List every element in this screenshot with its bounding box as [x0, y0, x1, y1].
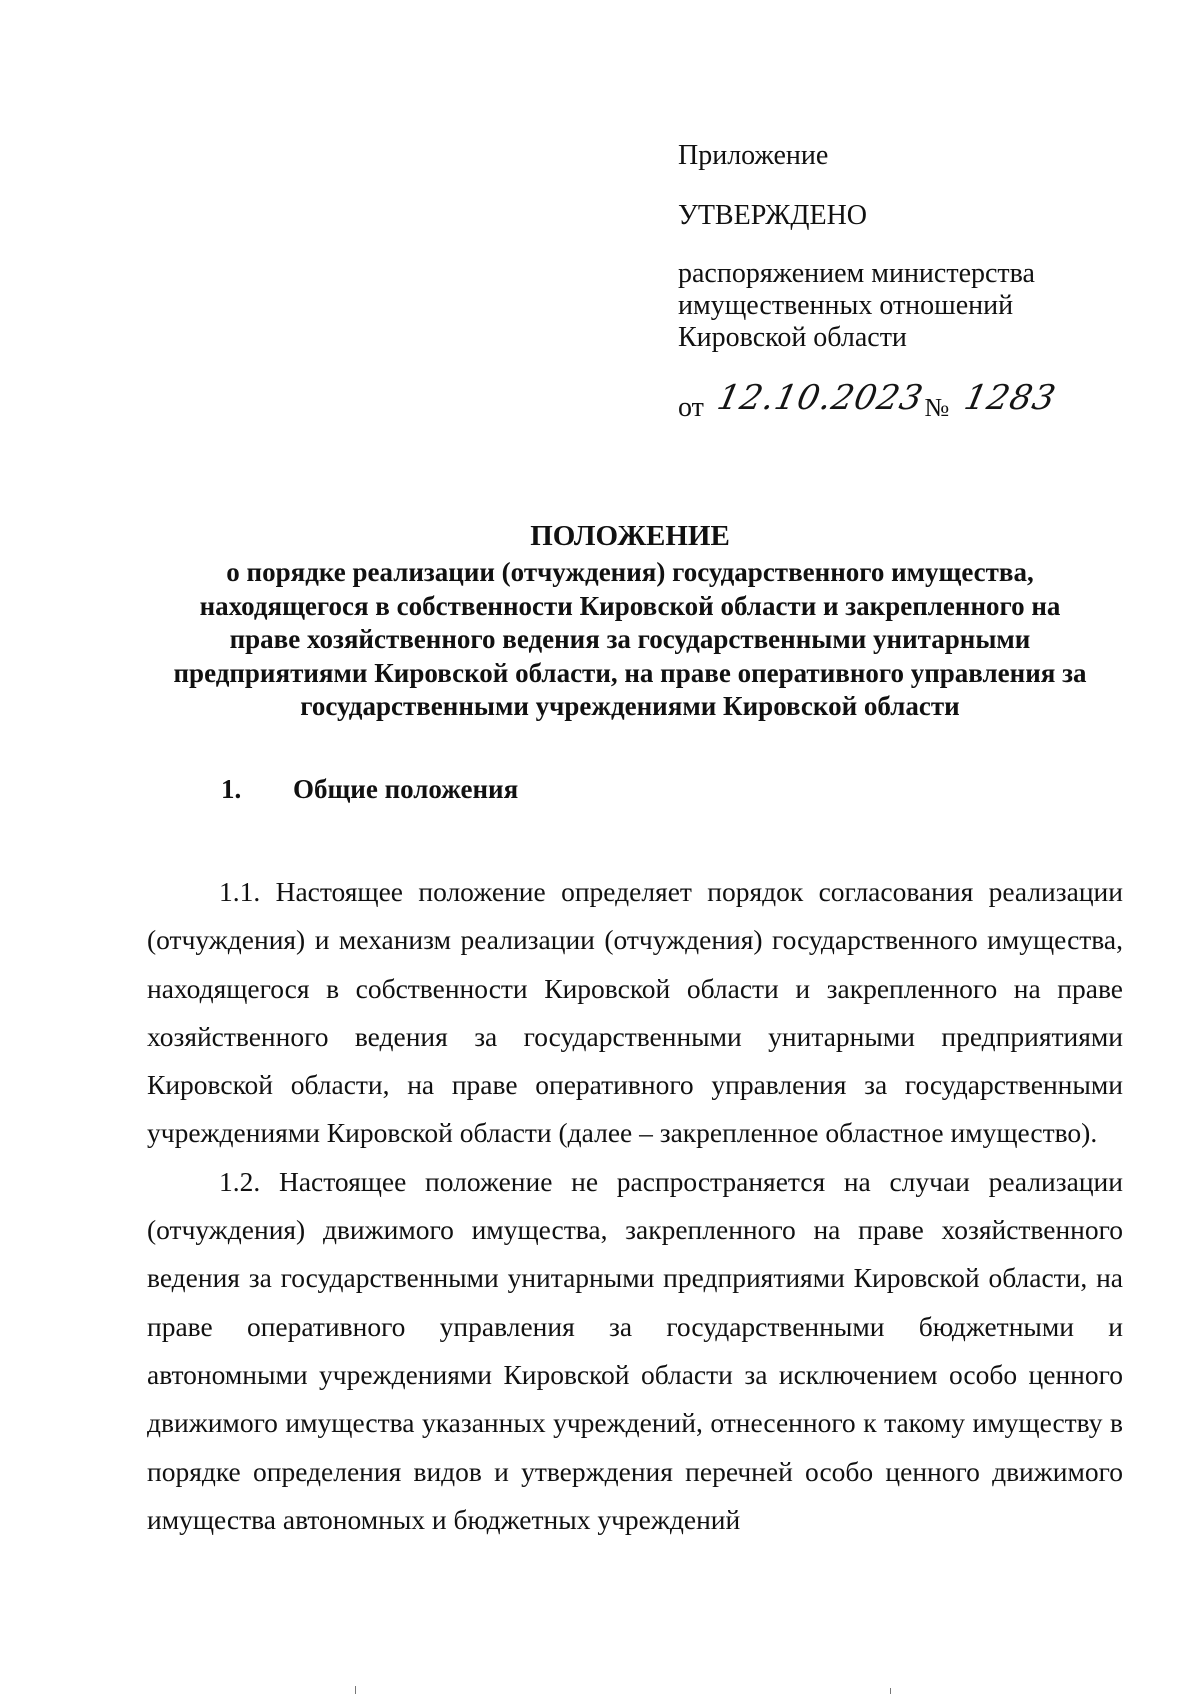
scan-artifact	[890, 1688, 891, 1694]
appendix-label: Приложение	[678, 140, 829, 171]
handwritten-number: 1283	[961, 378, 1061, 418]
body-text	[147, 868, 1123, 1544]
scan-artifact	[355, 1686, 356, 1694]
approval-block	[678, 140, 1138, 424]
section-heading	[221, 773, 518, 805]
date-prefix: от	[678, 392, 704, 423]
section-number: 1.	[221, 774, 242, 804]
approving-authority: распоряжением министерства имущественных отношений Кировской области	[678, 258, 1035, 353]
section-title: Общие положения	[293, 774, 519, 804]
approved-label: УТВЕРЖДЕНО	[678, 200, 868, 231]
approval-date-row	[678, 374, 1138, 424]
number-sign: №	[924, 393, 950, 422]
paragraph-1-1: 1.1. Настоящее положение определяет порядок согласования реализации (отчуждения) и механизм реализации (отчуждения) государственного имущества, находящегося в собственности Кировской области и закрепленного на праве хозяйственного ведения за государственными унитарными предприятиями Кировской области, на праве оперативного управления за государственными учреждениями Кировской области (далее – закрепленное областное имущество).	[147, 876, 1123, 1149]
handwritten-date: 12.10.2023	[713, 378, 927, 418]
document-title: ПОЛОЖЕНИЕ	[530, 520, 730, 552]
document-subtitle: о порядке реализации (отчуждения) государственного имущества, находящегося в собственности Кировской области и закрепленного на праве хозяйственного ведения за государственными унитарными предприятиями Кировской области, на праве оперативного управления за государственными учреждениями Кировской области	[173, 557, 1087, 721]
document-title-block	[130, 518, 1130, 724]
paragraph-1-2: 1.2. Настоящее положение не распространяется на случаи реализации (отчуждения) движимого имущества, закрепленного на праве хозяйственного ведения за государственными унитарными предприятиями Кировской области, на праве оперативного управления за государственными бюджетными и автономными учреждениями Кировской области за исключением особо ценного движимого имущества указанных учреждений, отнесенного к такому имуществу в порядке определения видов и утверждения перечней особо ценного движимого имущества автономных и бюджетных учреждений	[147, 1165, 1123, 1535]
